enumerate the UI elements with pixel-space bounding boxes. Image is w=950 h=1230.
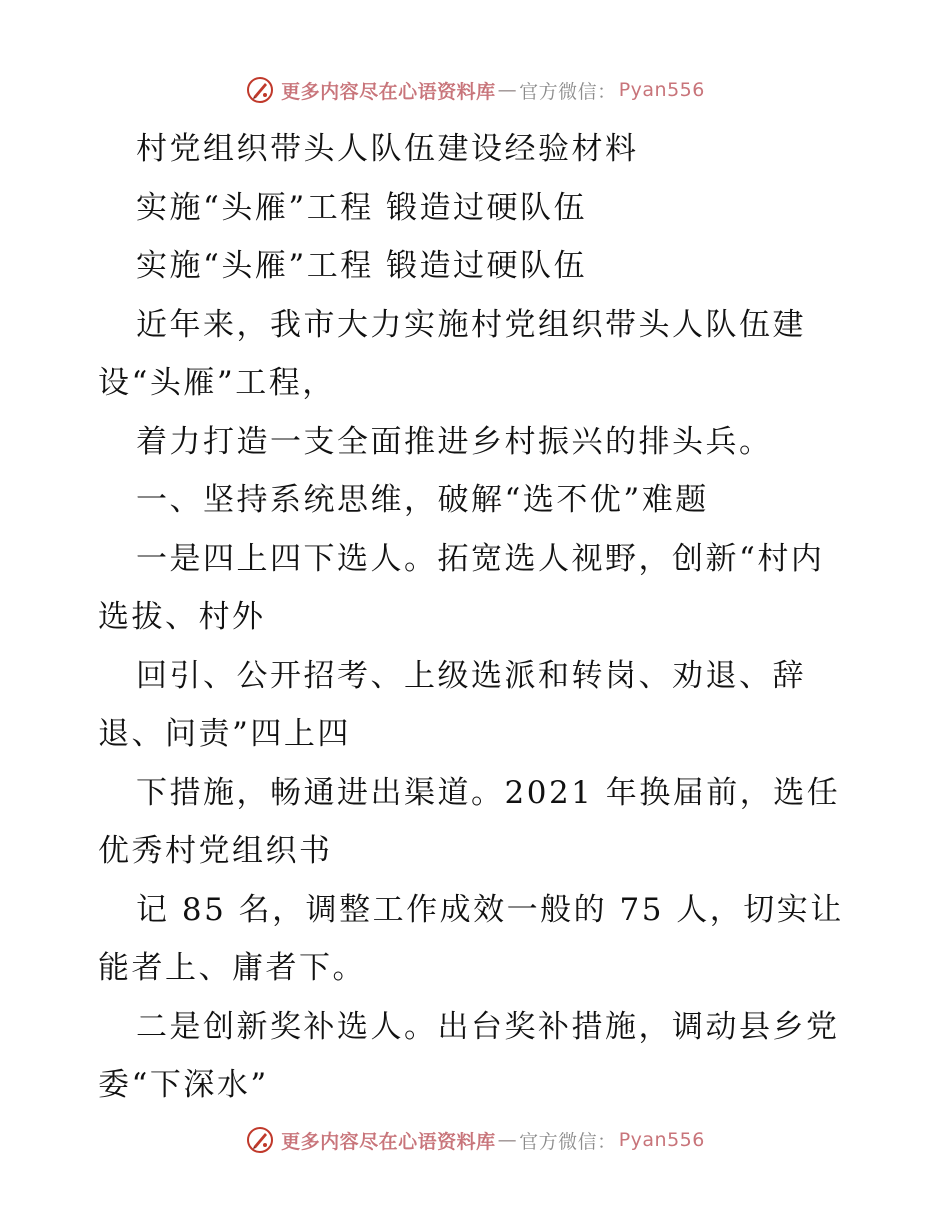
quill-logo-icon (245, 75, 275, 105)
text-line: 退、问责”四上四 (98, 716, 351, 752)
banner-wechat-id: Pyan556 (618, 1129, 705, 1151)
text-line: 村党组织带头人队伍建设经验材料 (136, 131, 639, 167)
text-line: 实施“头雁”工程 锻造过硬队伍 (136, 189, 588, 226)
footer-banner (0, 1120, 950, 1160)
text-line: 选拔、村外 (98, 599, 266, 635)
text-line: 着力打造一支全面推进乡村振兴的排头兵。 (136, 423, 773, 460)
header-banner (0, 70, 950, 110)
banner-official-label: 官方微信： (519, 1130, 617, 1153)
banner-official-label: 官方微信： (519, 80, 617, 103)
banner-dash: — (497, 1129, 518, 1151)
quill-logo-icon (245, 1125, 275, 1155)
text-line: 设“头雁”工程， (98, 365, 336, 401)
text-line: 近年来，我市大力实施村党组织带头人队伍建 (136, 306, 806, 343)
text-line: 一、坚持系统思维，破解“选不优”难题 (136, 482, 709, 518)
text-line: 下措施，畅通进出渠道。2021 年换届前，选任 (136, 774, 841, 811)
text-line: 记 85 名，调整工作成效一般的 75 人，切实让 (136, 891, 844, 928)
text-line: 委“下深水” (98, 1067, 269, 1103)
text-line: 一是四上四下选人。拓宽选人视野，创新“村内 (136, 540, 825, 577)
text-line: 实施“头雁”工程 锻造过硬队伍 (136, 248, 588, 284)
banner-brand: 更多内容尽在心语资料库 (281, 1130, 496, 1153)
text-line: 回引、公开招考、上级选派和转岗、劝退、辞 (136, 657, 806, 694)
banner-dash: — (497, 79, 518, 101)
text-line: 能者上、庸者下。 (98, 950, 366, 986)
banner-brand: 更多内容尽在心语资料库 (281, 80, 496, 103)
banner-wechat-id: Pyan556 (618, 79, 705, 101)
text-line: 优秀村党组织书 (98, 833, 333, 869)
document-body (98, 120, 858, 1115)
text-line: 二是创新奖补选人。出台奖补措施，调动县乡党 (136, 1008, 840, 1045)
